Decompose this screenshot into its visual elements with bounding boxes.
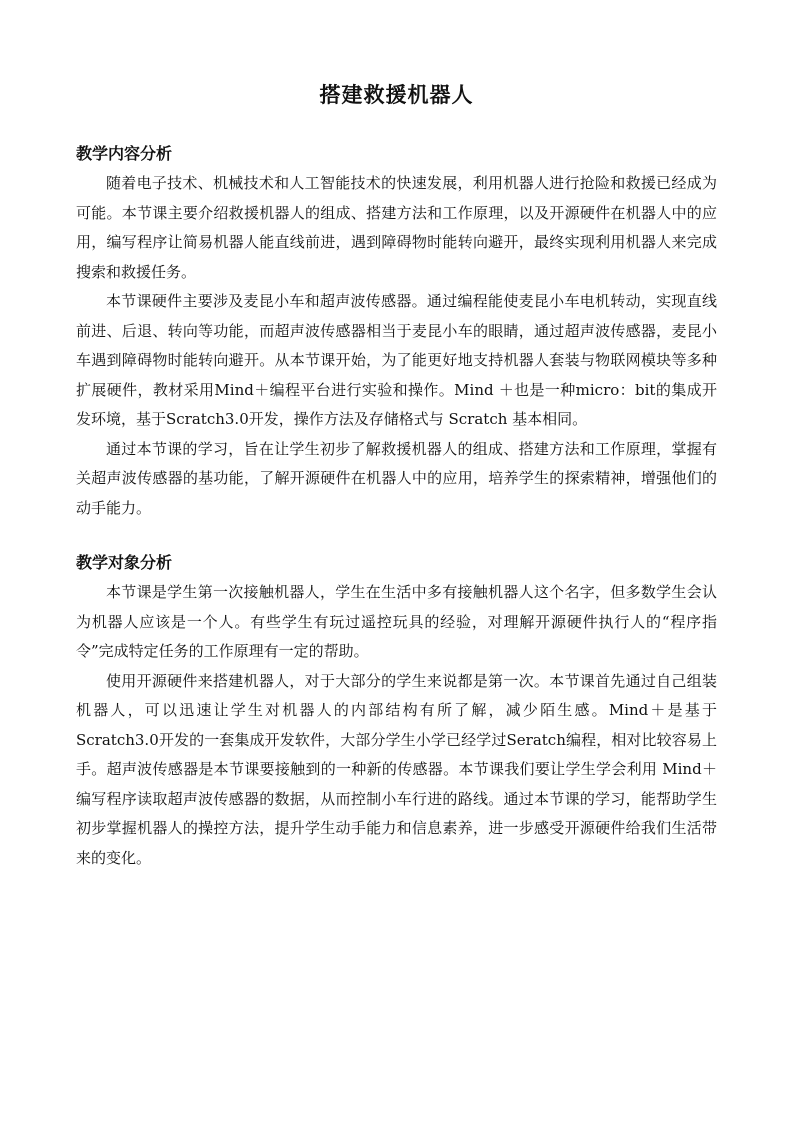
paragraph: 本节课是学生第一次接触机器人，学生在生活中多有接触机器人这个名字，但多数学生会认为机器人应该是一个人。有些学生有玩过遥控玩具的经验，对理解开源硬件执行人的“程序指令”完成特定任务的工作原理有一定的帮助。 [76, 583, 717, 660]
document-title: 搭建救援机器人 [319, 82, 474, 107]
paragraph: 使用开源硬件来搭建机器人，对于大部分的学生来说都是第一次。本节课首先通过自己组装机器人，可以迅速让学生对机器人的内部结构有所了解，减少陌生感。Mind＋是基于 Scratch3.0开发的一套集成开发软件，大部分学生小学已经学过Seratch编程，相对比较容易上手。超声波传感器是本节课要接触到的一种新的传感器。本节课我们要让学生学会利用 Mind＋编写程序读取超声波传感器的数据，从而控制小车行进的路线。通过本节课的学习，能帮助学生初步掌握机器人的操控方法，提升学生动手能力和信息素养，进一步感受开源硬件给我们生活带来的变化。 [76, 671, 717, 867]
section-heading-content-analysis: 教学内容分析 [76, 144, 173, 163]
section-heading-audience-analysis: 教学对象分析 [76, 553, 173, 572]
paragraph: 随着电子技术、机械技术和人工智能技术的快速发展，利用机器人进行抢险和救援已经成为可能。本节课主要介绍救援机器人的组成、搭建方法和工作原理，以及开源硬件在机器人中的应用，编写程序让简易机器人能直线前进，遇到障碍物时能转向避开，最终实现利用机器人来完成搜索和救援任务。 [76, 174, 717, 281]
paragraph: 通过本节课的学习，旨在让学生初步了解救援机器人的组成、搭建方法和工作原理，掌握有关超声波传感器的基功能，了解开源硬件在机器人中的应用，培养学生的探索精神，增强他们的动手能力。 [76, 439, 717, 517]
paragraph: 本节课硬件主要涉及麦昆小车和超声波传感器。通过编程能使麦昆小车电机转动，实现直线前进、后退、转向等功能，而超声波传感器相当于麦昆小车的眼睛，通过超声波传感器，麦昆小车遇到障碍物时能转向避开。从本节课开始，为了能更好地支持机器人套装与物联网模块等多种扩展硬件，教材采用Mind＋编程平台进行实验和操作。Mind ＋也是一种micro：bit的集成开发环境，基于Scratch3.0开发，操作方法及存储格式与 Scratch 基本相同。 [76, 292, 717, 428]
